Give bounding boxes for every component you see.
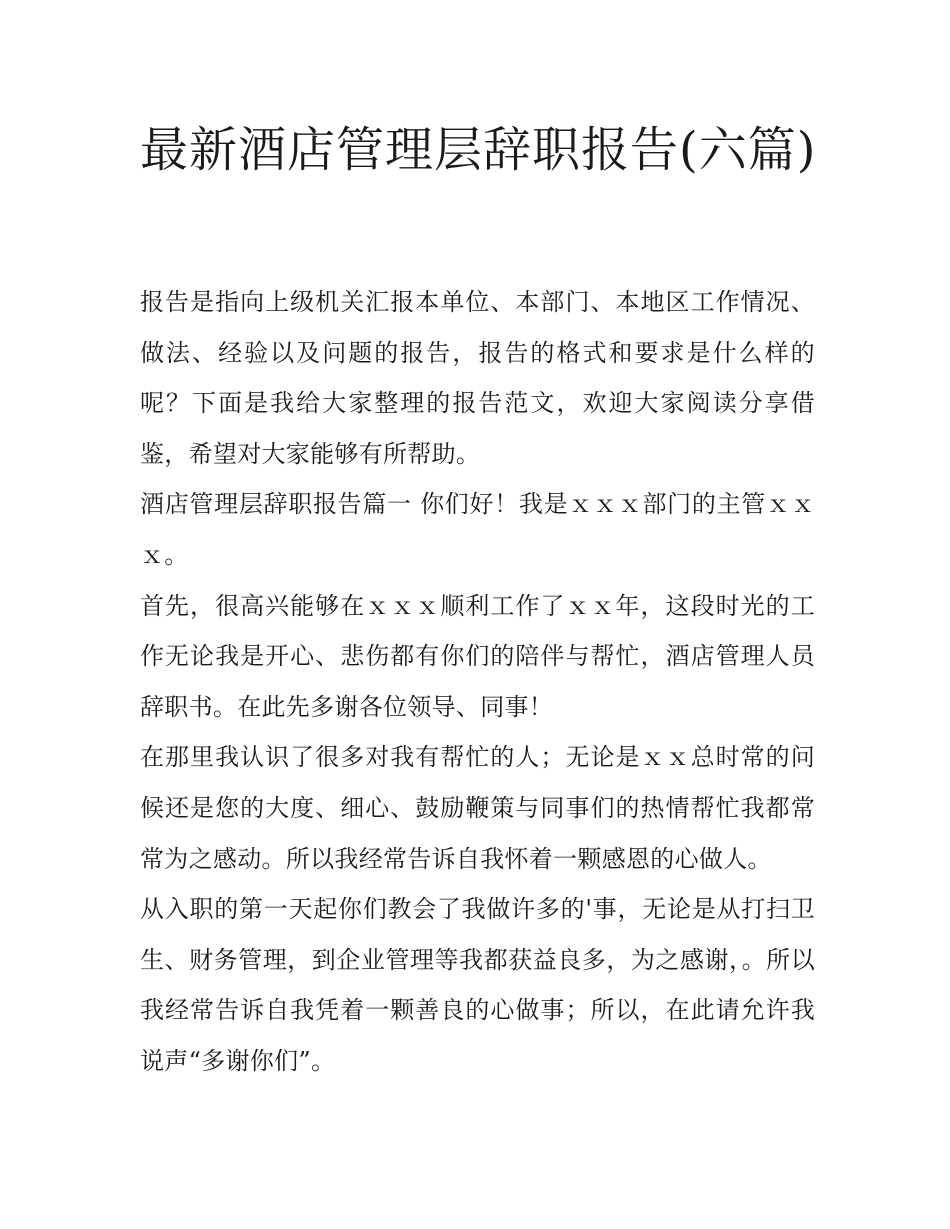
document-title: 最新酒店管理层辞职报告(六篇) bbox=[140, 122, 817, 178]
paragraph-greeting: 酒店管理层辞职报告篇一 你们好！我是ｘｘｘ部门的主管ｘｘｘ。 bbox=[140, 490, 815, 569]
paragraph-colleagues: 在那里我认识了很多对我有帮忙的人；无论是ｘｘ总时常的问候还是您的大度、细心、鼓励鞭策与同事们的热情帮忙我都常常为之感动。所以我经常告诉自我怀着一颗感恩的心做人。 bbox=[140, 743, 815, 873]
paragraph-learning: 从入职的第一天起你们教会了我做许多的'事，无论是从打扫卫生、财务管理，到企业管理等我都获益良多，为之感谢，。所以我经常告诉自我凭着一颗善良的心做事；所以，在此请允许我说声“多谢你们”。 bbox=[140, 895, 815, 1075]
paragraph-gratitude: 首先，很高兴能够在ｘｘｘ顺利工作了ｘｘ年，这段时光的工作无论我是开心、悲伤都有你们的陪伴与帮忙，酒店管理人员辞职书。在此先多谢各位领导、同事！ bbox=[140, 591, 815, 721]
document-body bbox=[140, 277, 815, 1087]
paragraph-intro: 报告是指向上级机关汇报本单位、本部门、本地区工作情况、做法、经验以及问题的报告，报告的格式和要求是什么样的呢？下面是我给大家整理的报告范文，欢迎大家阅读分享借鉴，希望对大家能够有所帮助。 bbox=[140, 288, 815, 468]
